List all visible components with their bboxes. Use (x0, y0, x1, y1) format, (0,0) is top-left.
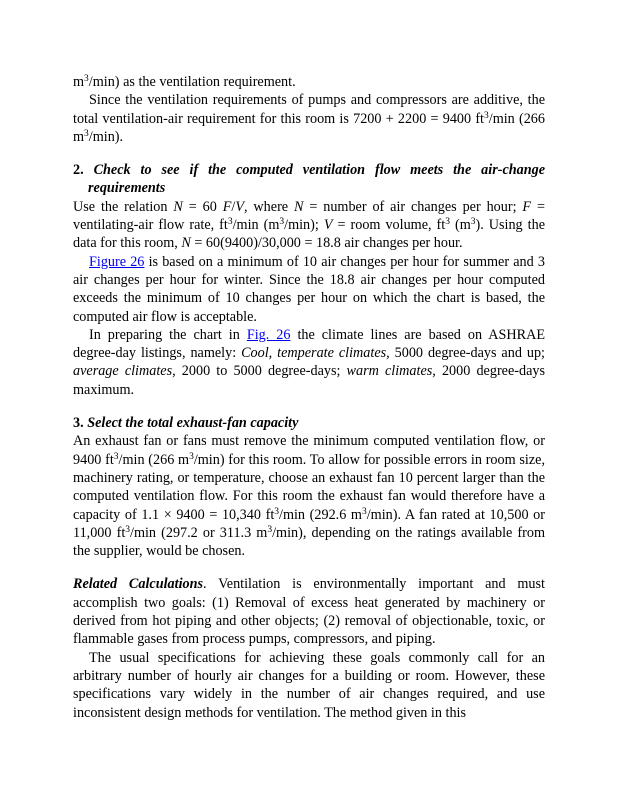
paragraph-figure-26: Figure 26 is based on a minimum of 10 air changes per hour for summer and 3 air changes per hour for winter. Since the 18.8 air changes per hour computed exceeds the minimum of 10 changes per hour on which the chart is based, the computed air flow is acceptable. (73, 253, 545, 325)
paragraph-usual-specifications: The usual specifications for achieving these goals commonly call for an arbitrary number of hourly air changes for a building or room. However, these specifications vary widely in the number of air changes required, and use inconsistent design methods for ventilation. The method given in this (73, 649, 545, 721)
paragraph-air-change-relation: Use the relation N = 60 F/V, where N = number of air changes per hour; F = ventilating-air flow rate, $ft^3/\min$ $(m^3/\min)$; V = room volume, $ft^3$ $(m^3)$. Using the data for this room, N = 60(9400)/30,000 = 18.8 air changes per hour. (73, 198, 545, 252)
paragraph-exhaust-fan: An exhaust fan or fans must remove the minimum computed ventilation flow, or 9400 $ft^3/\min$ (266 $m^3/\min$) for this room. To allow for possible errors in room size, machinery rating, or temperature, choose an exhaust fan 10 percent larger than the computed ventilation flow. For this room the exhaust fan would therefore have a capacity of 1.1 × 9400 = 10,340 $ft^3/\min$ (292.6 $m^3/\min$). A fan rated at 10,500 or 11,000 $ft^3/\min$ (297.2 or 311.3 $m^3/\min$), depending on the ratings available from the supplier, would be chosen. (73, 433, 546, 560)
paragraph-total-ventilation: Since the ventilation requirements of pumps and compressors are additive, the total ventilation-air requirement for this room is 7200 + 2200 = 9400 $ft^3/\min$ (266 $m^3/\min$). (73, 92, 545, 145)
related-calculations-label: Related Calculations (73, 576, 204, 593)
document-page (73, 73, 545, 722)
step-heading-2: 2. Check to see if the computed ventilation flow meets the air-change requirements (73, 162, 546, 197)
superscript: 3 (84, 74, 89, 84)
paragraph-related-calculations: Related Calculations. Ventilation is environmentally important and must accomplish two goals: (1) Removal of excess heat generated by machinery or derived from hot piping and other objects; (2) removal of objectionable, toxic, or flammable gases from process pumps, compressors, and piping. (73, 576, 545, 648)
step-heading-3: 3. Select the total exhaust-fan capacity (73, 415, 299, 432)
paragraph-continued: $m^3/\min$) as the ventilation requirement. (73, 74, 296, 90)
paragraph-climate-lines: In preparing the chart in Fig. 26 the climate lines are based on ASHRAE degree-day listings, namely: Cool, temperate climates, 5000 degree-days and up; average climates, 2000 to 5000 degree-days; warm climates, 2000 degree-days maximum. (73, 326, 545, 398)
fig-26-link[interactable]: Fig. 26 (246, 326, 291, 343)
figure-26-link[interactable]: Figure 26 (89, 253, 145, 270)
